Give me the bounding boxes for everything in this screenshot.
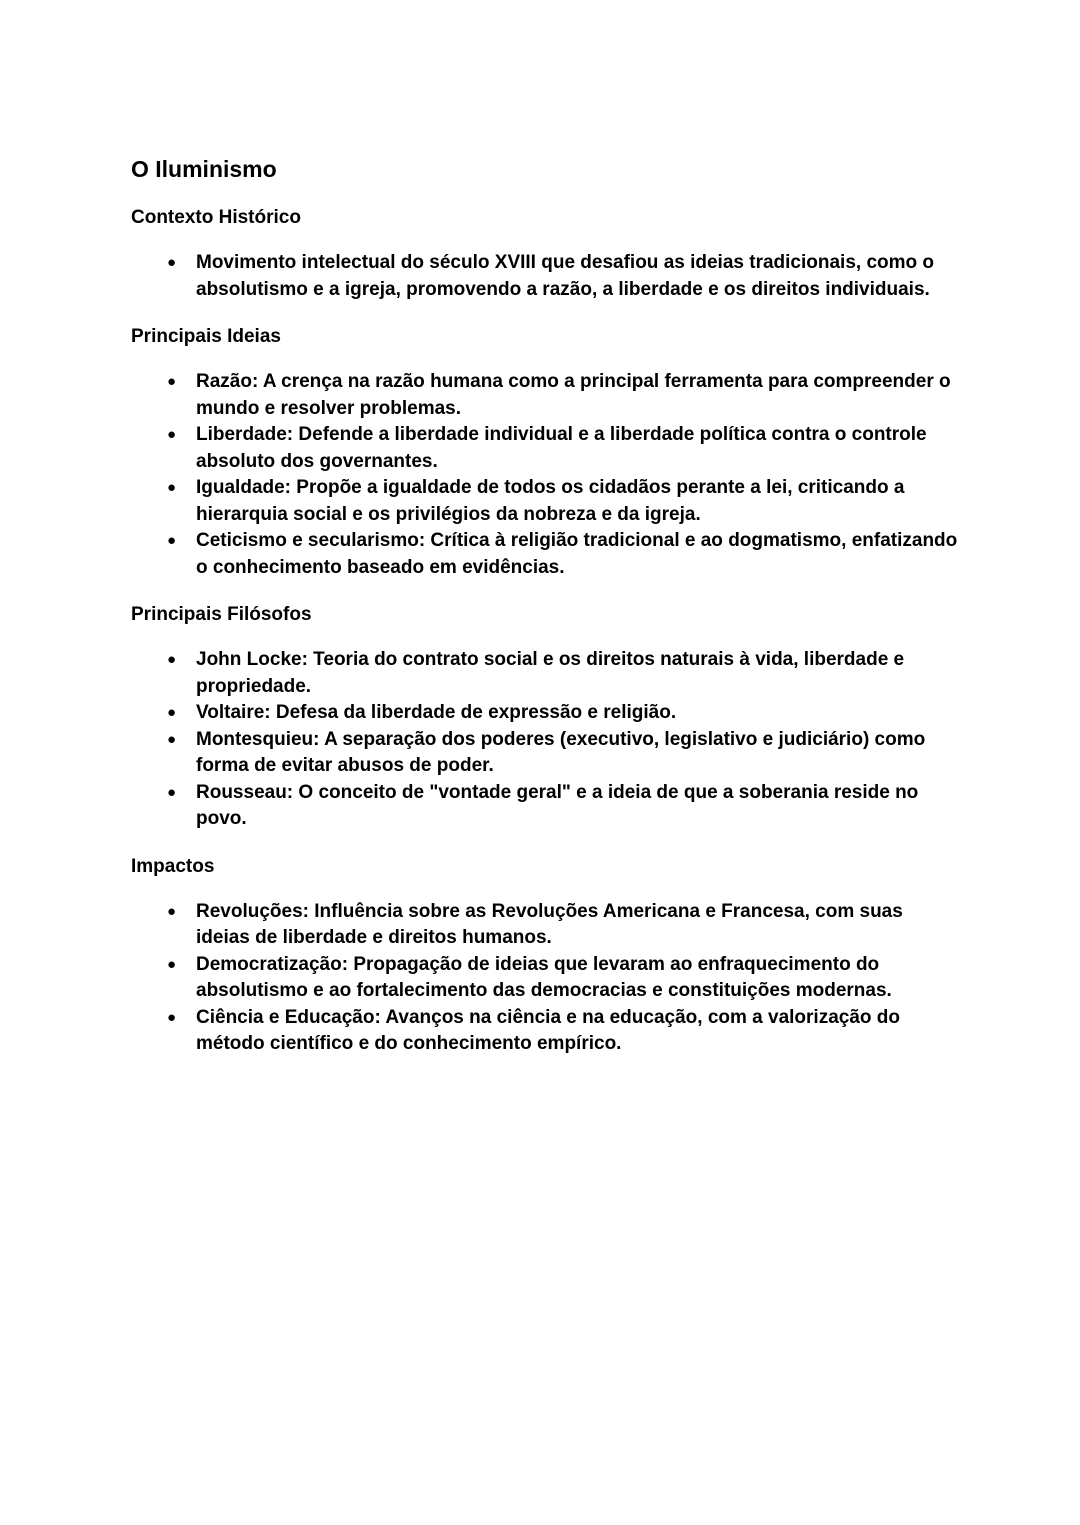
- bullet-icon: ●: [167, 373, 177, 390]
- section-heading: Impactos: [131, 855, 215, 877]
- document-title: O Iluminismo: [131, 156, 277, 182]
- section-principais-filosofos: [131, 602, 961, 833]
- list-item: [131, 475, 961, 528]
- list-item-text: Democratização: Propagação de ideias que levaram ao enfraquecimento do absolutismo e ao fortalecimento das democracias e constituições modernas.: [196, 953, 892, 1001]
- list-item: [131, 727, 961, 780]
- section-impactos: [131, 854, 961, 1058]
- list-item-text: Movimento intelectual do século XVIII que desafiou as ideias tradicionais, como o absolutismo e a igreja, promovendo a razão, a liberdade e os direitos individuais.: [196, 252, 935, 300]
- list-item: [131, 528, 961, 581]
- list-item: [131, 952, 961, 1005]
- list-item-text: Igualdade: Propõe a igualdade de todos os cidadãos perante a lei, criticando a hierarquia social e os privilégios da nobreza e da igreja.: [196, 477, 905, 525]
- list-item-text: Revoluções: Influência sobre as Revoluções Americana e Francesa, com suas ideias de liberdade e direitos humanos.: [196, 900, 903, 948]
- list-item-text: Voltaire: Defesa da liberdade de expressão e religião.: [196, 702, 677, 723]
- bullet-icon: ●: [167, 479, 177, 496]
- bullet-list: [131, 899, 961, 1058]
- list-item-text: Ciência e Educação: Avanços na ciência e na educação, com a valorização do método científico e do conhecimento empírico.: [196, 1006, 900, 1054]
- list-item-text: Razão: A crença na razão humana como a principal ferramenta para compreender o mundo e resolver problemas.: [196, 371, 951, 419]
- list-item: [131, 1005, 961, 1058]
- bullet-icon: ●: [167, 704, 177, 721]
- bullet-icon: ●: [167, 1008, 177, 1026]
- bullet-list: [131, 369, 961, 581]
- bullet-icon: ●: [167, 783, 177, 801]
- list-item-text: Rousseau: O conceito de "vontade geral" e a ideia de que a soberania reside no povo.: [196, 781, 919, 829]
- section-heading: Contexto Histórico: [131, 207, 301, 228]
- list-item: [131, 250, 961, 303]
- list-item-text: Ceticismo e secularismo: Crítica à religião tradicional e ao dogmatismo, enfatizando o conhecimento baseado em evidências.: [196, 530, 958, 578]
- section-heading: Principais Ideias: [131, 326, 281, 347]
- section-heading: Principais Filósofos: [131, 604, 312, 625]
- bullet-icon: ●: [167, 426, 177, 443]
- section-principais-ideias: [131, 324, 961, 581]
- bullet-icon: ●: [167, 730, 177, 748]
- document-page: [131, 154, 961, 1058]
- bullet-icon: ●: [167, 254, 177, 271]
- section-contexto-historico: [131, 205, 961, 303]
- bullet-list: [131, 647, 961, 833]
- bullet-icon: ●: [167, 955, 177, 973]
- bullet-icon: ●: [167, 532, 177, 549]
- list-item-text: Liberdade: Defende a liberdade individual e a liberdade política contra o controle absoluto dos governantes.: [196, 424, 927, 472]
- list-item-text: John Locke: Teoria do contrato social e os direitos naturais à vida, liberdade e propriedade.: [196, 649, 905, 697]
- bullet-icon: ●: [167, 651, 177, 668]
- list-item: [131, 899, 961, 952]
- bullet-icon: ●: [167, 902, 177, 920]
- bullet-list: [131, 250, 961, 303]
- list-item: [131, 422, 961, 475]
- list-item: [131, 369, 961, 422]
- list-item-text: Montesquieu: A separação dos poderes (executivo, legislativo e judiciário) como forma de evitar abusos de poder.: [196, 728, 926, 776]
- list-item: [131, 647, 961, 700]
- list-item: [131, 780, 961, 833]
- list-item: [131, 700, 961, 727]
